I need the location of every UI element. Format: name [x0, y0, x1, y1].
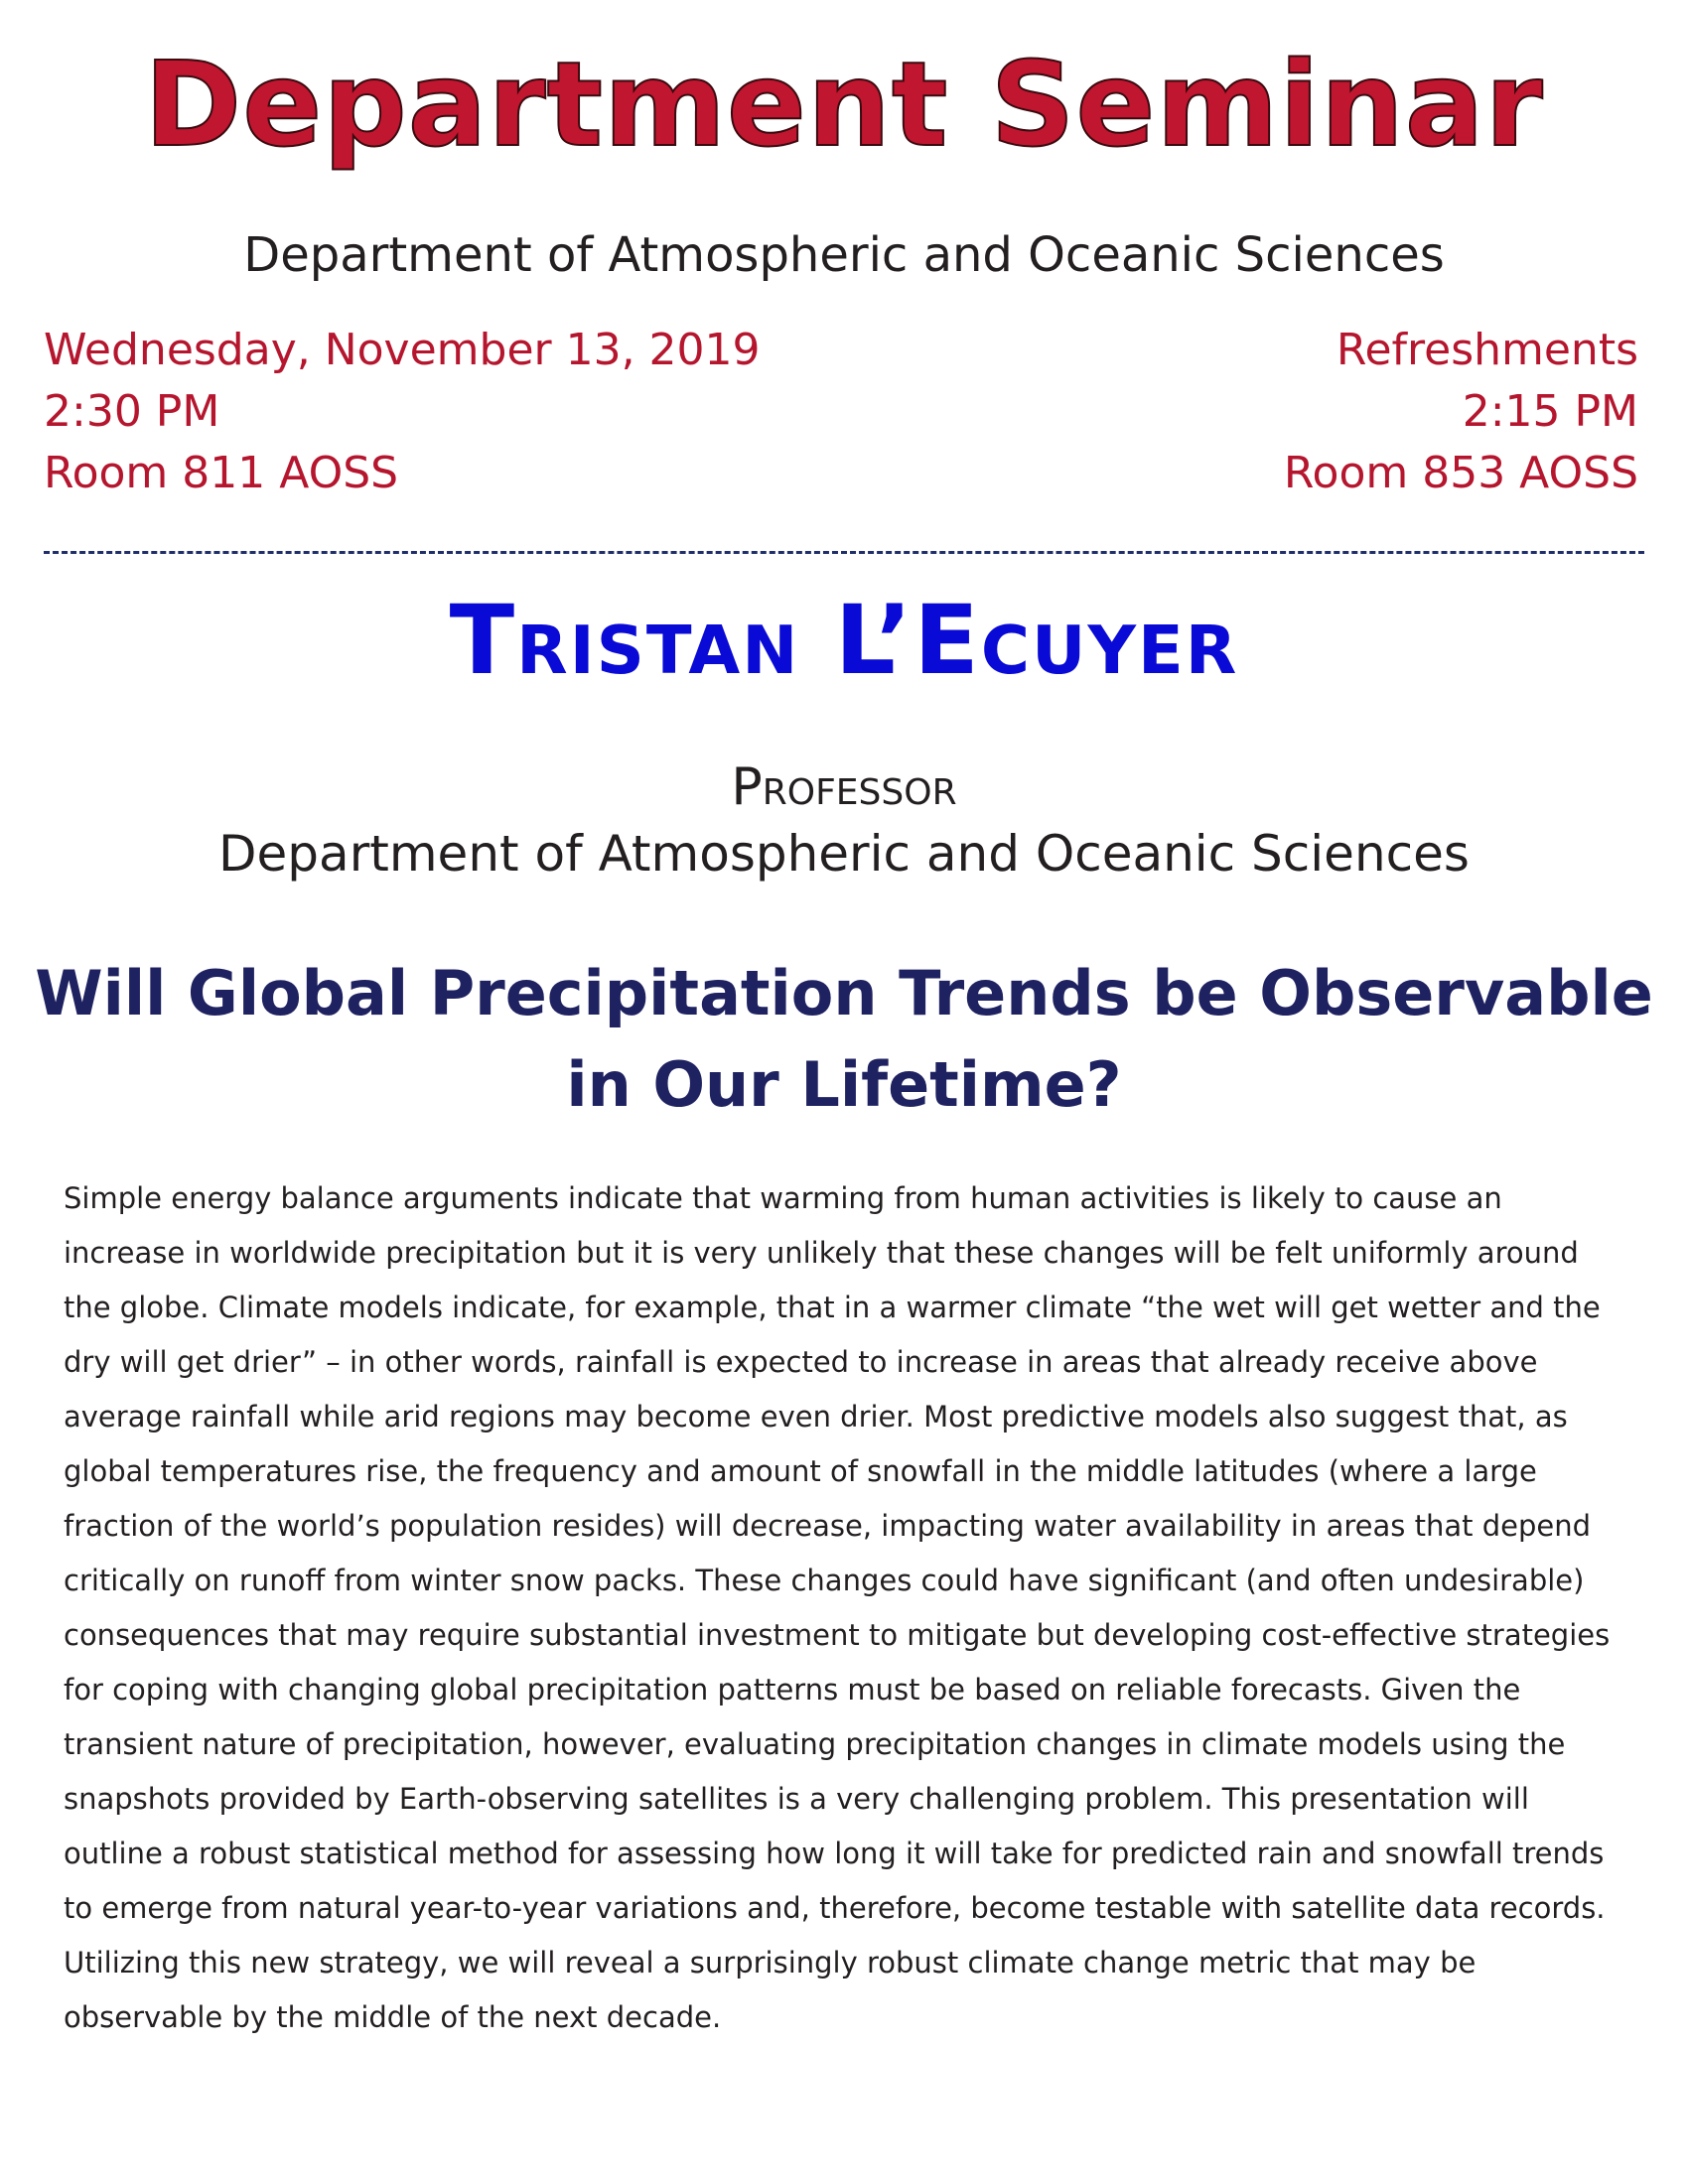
refreshments-room: Room 853 AOSS [1283, 448, 1638, 498]
speaker-department: Department of Atmospheric and Oceanic Sciences [218, 825, 1470, 883]
seminar-date: Wednesday, November 13, 2019 [44, 325, 761, 375]
talk-title: Will Global Precipitation Trends be Observable in Our Lifetime? [35, 957, 1653, 1121]
refreshments-details [1284, 320, 1638, 504]
host-department: Department of Atmospheric and Oceanic Sciences [243, 227, 1445, 283]
seminar-details [44, 320, 761, 504]
dashed-divider [44, 551, 1644, 554]
refreshments-time: 2:15 PM [1462, 386, 1638, 437]
seminar-room: Room 811 AOSS [44, 448, 399, 498]
talk-abstract: Simple energy balance arguments indicate that warming from human activities is likely to cause an increase in worldwide precipitation but it is very unlikely that these changes will be felt uniformly around the globe. Climate models indicate, for example, that in a warmer climate “the wet will get wetter and the dry will get drier” – in other words, rainfall is expected to increase in areas that already receive above average rainfall while arid regions may become even drier. Most predictive models also suggest that, as global temperatures rise, the frequency and amount of snowfall in the middle latitudes (where a large fraction of the world’s population resides) will decrease, impacting water availability in areas that depend critically on runoff from winter snow packs. These changes could have significant (and often undesirable) consequences that may require substantial investment to mitigate but developing cost-effective strategies for coping with changing global precipitation patterns must be based on reliable forecasts. Given the transient nature of precipitation, however, evaluating precipitation changes in climate models using the snapshots provided by Earth-observing satellites is a very challenging problem. This presentation will outline a robust statistical method for assessing how long it will take for predicted rain and snowfall trends to emerge from natural year-to-year variations and, therefore, become testable with satellite data records. Utilizing this new strategy, we will reveal a surprisingly robust climate change metric that may be observable by the middle of the next decade. [64, 1181, 1611, 2034]
seminar-banner-title: Department Seminar [144, 36, 1544, 173]
refreshments-label: Refreshments [1336, 325, 1638, 375]
seminar-time: 2:30 PM [44, 386, 220, 437]
speaker-name: Tristan L’Ecuyer [449, 585, 1239, 696]
speaker-title: Professor [731, 757, 957, 817]
